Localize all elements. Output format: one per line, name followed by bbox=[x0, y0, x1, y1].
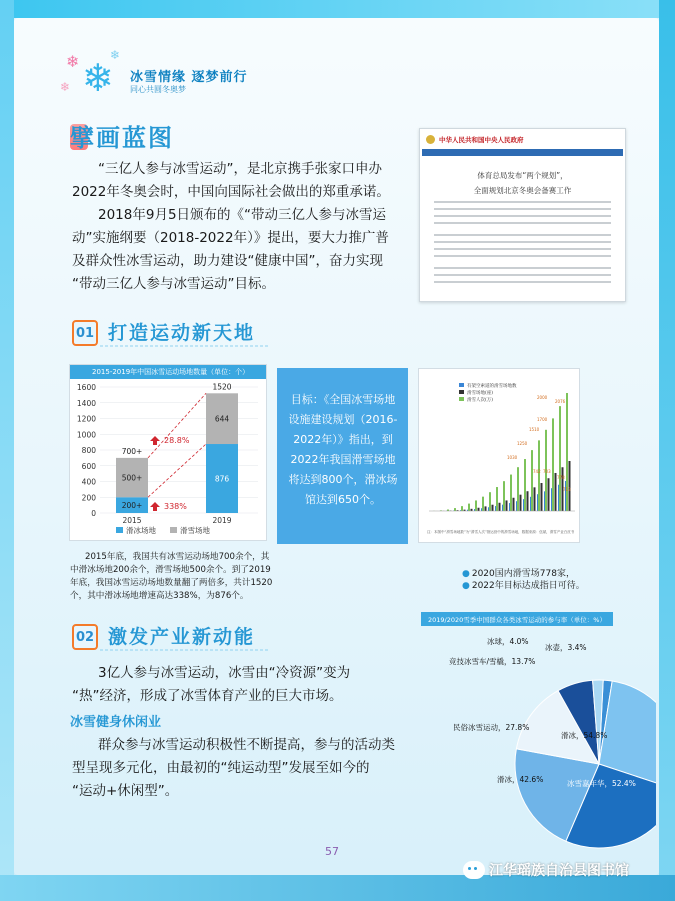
up-arrow-icon bbox=[150, 502, 160, 511]
ski-trend-svg bbox=[419, 369, 579, 542]
venue-note: 年底，我国冰雪运动场地数量翻了两倍多，共计1520 bbox=[70, 578, 273, 588]
section-title: 擘画蓝图 bbox=[70, 124, 174, 152]
growth-connector bbox=[148, 444, 206, 497]
bullet-text: 2022年目标达成指日可待。 bbox=[471, 581, 585, 591]
trend-bar bbox=[461, 506, 463, 511]
trend-bar bbox=[495, 506, 496, 511]
intro-line: 动”实施纲要（2018-2022年）》提出，要大力推广普 bbox=[72, 230, 389, 246]
trend-bar bbox=[496, 487, 498, 511]
trend-data-label: 713 bbox=[563, 487, 571, 492]
subsection-title: 打造运动新天地 bbox=[108, 322, 256, 344]
legend-swatch bbox=[459, 397, 464, 401]
trend-bar bbox=[485, 506, 487, 511]
y-tick-label: 400 bbox=[81, 477, 96, 487]
participation-pie-chart bbox=[421, 612, 656, 854]
venue-note: 个，其中滑冰场地增速高达338%，为876个。 bbox=[70, 591, 249, 601]
frame-top bbox=[0, 0, 675, 18]
trend-bar bbox=[537, 494, 538, 511]
intro-line: “三亿人参与冰雪运动”，是北京携手张家口申办 bbox=[98, 161, 382, 177]
growth-label: 338% bbox=[164, 502, 187, 511]
y-tick-label: 1200 bbox=[76, 414, 96, 424]
bar-data-label: 644 bbox=[214, 414, 230, 424]
section-number-badge: 02 bbox=[72, 624, 98, 650]
subsection-title: 激发产业新动能 bbox=[108, 626, 256, 648]
section-number-badge: 01 bbox=[72, 320, 98, 346]
snowflake-icon: ❄ bbox=[82, 56, 114, 100]
chart-title: 2015-2019年中国冰雪运动场地数量（单位：个） bbox=[70, 365, 266, 379]
trend-bar bbox=[541, 483, 543, 511]
trend-bar bbox=[527, 491, 529, 511]
news-screenshot bbox=[419, 128, 626, 302]
pie-slice-label: 冰壶，3.4% bbox=[545, 643, 587, 652]
bar-total-label: 1520 bbox=[212, 382, 232, 392]
ski-trend-chart bbox=[418, 368, 580, 543]
goal-box bbox=[277, 368, 408, 544]
trend-data-label: 1250 bbox=[517, 441, 528, 446]
trend-bar bbox=[538, 440, 540, 511]
title-underline bbox=[100, 648, 270, 652]
trend-bar bbox=[503, 481, 505, 511]
trend-bar bbox=[531, 450, 533, 511]
y-tick-label: 1600 bbox=[76, 383, 96, 392]
legend-label: 滑雪场地(座) bbox=[467, 391, 494, 396]
header-subtitle: 同心共圆冬奥梦 bbox=[130, 85, 186, 94]
trend-bar bbox=[489, 492, 491, 511]
y-tick-label: 600 bbox=[81, 461, 96, 471]
chart-title: 2019/2020雪季中国群众各类冰雪运动的参与率（单位：%） bbox=[421, 612, 613, 626]
pie-slice-label: 滑冰，42.6% bbox=[497, 775, 544, 784]
trend-bar bbox=[509, 503, 510, 511]
trend-bar bbox=[468, 504, 470, 511]
emblem-icon bbox=[426, 135, 435, 144]
trend-data-label: 1700 bbox=[537, 417, 548, 422]
chart-note: 注：本图中“滑雪场地数”为“滑雪人次”指运营中的滑雪场地，数据来源：伍斌，滑雪产业白皮书 bbox=[427, 530, 575, 534]
x-tick-label: 2019 bbox=[212, 516, 232, 525]
frame-right bbox=[659, 0, 675, 901]
intro-line: 2022年冬奥会时，中国向国际社会做出的郑重承诺。 bbox=[72, 184, 390, 200]
legend-swatch bbox=[170, 527, 177, 533]
trend-bar bbox=[481, 508, 482, 511]
trend-bar bbox=[502, 505, 503, 511]
header-title: 冰雪情缘 逐梦前行 bbox=[130, 70, 248, 85]
trend-bar bbox=[516, 501, 517, 511]
pie-slice-label: 冰球，4.0% bbox=[487, 637, 529, 646]
news-site-label: 中华人民共和国中央人民政府 bbox=[439, 135, 524, 144]
bullet-text: 2020国内滑雪场778家， bbox=[471, 569, 575, 579]
trend-bar bbox=[475, 500, 477, 511]
trend-bar bbox=[492, 505, 494, 511]
trend-bar bbox=[471, 509, 473, 511]
trend-bar bbox=[565, 481, 566, 511]
trend-bar bbox=[558, 485, 559, 511]
legend-label: 滑雪人次(万) bbox=[467, 398, 494, 403]
trend-bar bbox=[559, 406, 561, 511]
legend-swatch bbox=[459, 390, 464, 394]
pie-slice-label: 民俗冰雪运动，27.8% bbox=[453, 723, 530, 732]
trend-bar bbox=[524, 459, 526, 511]
wechat-icon bbox=[463, 861, 485, 879]
bar-data-label: 500+ bbox=[121, 473, 143, 483]
snowflake-icon: ❄ bbox=[110, 48, 121, 62]
legend-label: 有架空索道的滑雪场地数 bbox=[467, 384, 517, 389]
industry-line: “热”经济，形成了冰雪体育产业的巨大市场。 bbox=[72, 688, 343, 704]
snowflake-icon: ❄ bbox=[66, 52, 80, 71]
trend-data-label: 742 bbox=[533, 469, 541, 474]
trend-bar bbox=[454, 508, 456, 511]
trend-bar bbox=[513, 498, 515, 511]
trend-bar bbox=[566, 393, 568, 511]
trend-bar bbox=[520, 495, 522, 511]
pie-slice-label: 滑冰，54.8% bbox=[561, 731, 608, 740]
news-headline: 体育总局发布“两个规划”， bbox=[477, 171, 568, 180]
news-headline: 全面规划北京冬奥会备赛工作 bbox=[473, 186, 572, 195]
bullet-item: ● 2022年目标达成指日可待。 bbox=[462, 581, 585, 591]
trend-bar bbox=[551, 488, 552, 511]
trend-data-label: 2076 bbox=[555, 399, 566, 404]
page-number: 57 bbox=[325, 845, 339, 858]
trend-bar bbox=[552, 418, 554, 511]
venue-bar-chart bbox=[70, 379, 266, 539]
intro-line: 2018年9月5日颁布的《“带动三亿人参与冰雪运 bbox=[98, 207, 387, 223]
trend-data-label: 2000 bbox=[537, 395, 548, 400]
industry-line: 3亿人参与冰雪运动，冰雪由“冷资源”变为 bbox=[98, 665, 351, 681]
pie-slice-label: 竞技冰雪车/雪橇，13.7% bbox=[449, 657, 536, 666]
y-tick-label: 1400 bbox=[76, 398, 96, 408]
trend-bar bbox=[488, 507, 489, 511]
trend-bar bbox=[548, 478, 550, 511]
bar-total-label: 700+ bbox=[121, 446, 143, 456]
trend-bar bbox=[534, 487, 536, 511]
trend-bar bbox=[474, 509, 475, 511]
growth-label: 28.8% bbox=[164, 436, 190, 445]
trend-bar bbox=[499, 503, 501, 511]
trend-bar bbox=[544, 491, 545, 511]
news-body bbox=[420, 201, 625, 283]
trend-data-label: 1030 bbox=[507, 455, 518, 460]
watermark-text: 江华瑶族自治县图书馆 bbox=[489, 863, 629, 879]
up-arrow-icon bbox=[150, 436, 160, 445]
keyword-heading: 冰雪健身休闲业 bbox=[70, 715, 162, 730]
y-tick-label: 200 bbox=[81, 493, 96, 503]
intro-line: 及群众性冰雪运动，助力建设“健康中国”，奋力实现 bbox=[72, 253, 383, 269]
trend-bar bbox=[530, 497, 531, 511]
y-tick-label: 800 bbox=[81, 446, 96, 455]
trend-data-label: 1510 bbox=[529, 427, 540, 432]
legend-label: 滑冰场地 bbox=[126, 526, 156, 535]
news-nav-bar bbox=[422, 149, 623, 156]
pie-svg bbox=[421, 626, 656, 854]
snowflake-icon: ❄ bbox=[60, 80, 71, 94]
legend-swatch bbox=[459, 383, 464, 387]
trend-bar bbox=[510, 475, 512, 511]
bullet-item: ● 2020国内滑雪场778家， bbox=[462, 569, 575, 579]
trend-bar bbox=[482, 497, 484, 511]
legend-swatch bbox=[116, 527, 123, 533]
trend-bar bbox=[517, 467, 519, 511]
leisure-line: 型呈现多元化，由最初的“纯运动型”发展至如今的 bbox=[72, 760, 370, 776]
venue-note: 中滑冰场地200余个，滑雪场地500余个。到了2019 bbox=[70, 565, 271, 575]
trend-bar bbox=[506, 500, 508, 511]
watermark bbox=[463, 860, 629, 880]
news-site-name bbox=[420, 129, 625, 149]
pie-slice-label: 冰雪嘉年华，52.4% bbox=[567, 779, 636, 788]
goal-text: 目标：《全国冰雪场地设施建设规划（2016-2022年）》指出，到2022年我国滑雪场地将达到800个，滑冰场馆达到650个。 bbox=[288, 393, 398, 506]
intro-line: “带动三亿人参与冰雪运动”目标。 bbox=[72, 276, 275, 292]
venue-note: 2015年底，我国共有冰雪运动场地700余个，其 bbox=[85, 552, 270, 562]
trend-data-label: 703 bbox=[543, 469, 551, 474]
trend-bar bbox=[478, 508, 480, 511]
frame-left bbox=[0, 0, 14, 901]
y-tick-label: 1000 bbox=[76, 430, 96, 440]
trend-bar bbox=[569, 461, 571, 511]
leisure-line: 群众参与冰雪运动积极性不断提高，参与的活动类 bbox=[98, 737, 395, 753]
bar-data-label: 200+ bbox=[121, 501, 143, 511]
y-tick-label: 0 bbox=[91, 509, 96, 518]
trend-data-label: 778 bbox=[557, 475, 565, 480]
venue-count-chart bbox=[69, 364, 267, 541]
title-underline bbox=[100, 344, 270, 348]
legend-label: 滑雪场地 bbox=[180, 526, 210, 535]
bar-data-label: 876 bbox=[214, 474, 230, 484]
leisure-line: “运动+休闲型”。 bbox=[72, 783, 179, 799]
trend-bar bbox=[523, 499, 524, 511]
x-tick-label: 2015 bbox=[122, 516, 142, 525]
